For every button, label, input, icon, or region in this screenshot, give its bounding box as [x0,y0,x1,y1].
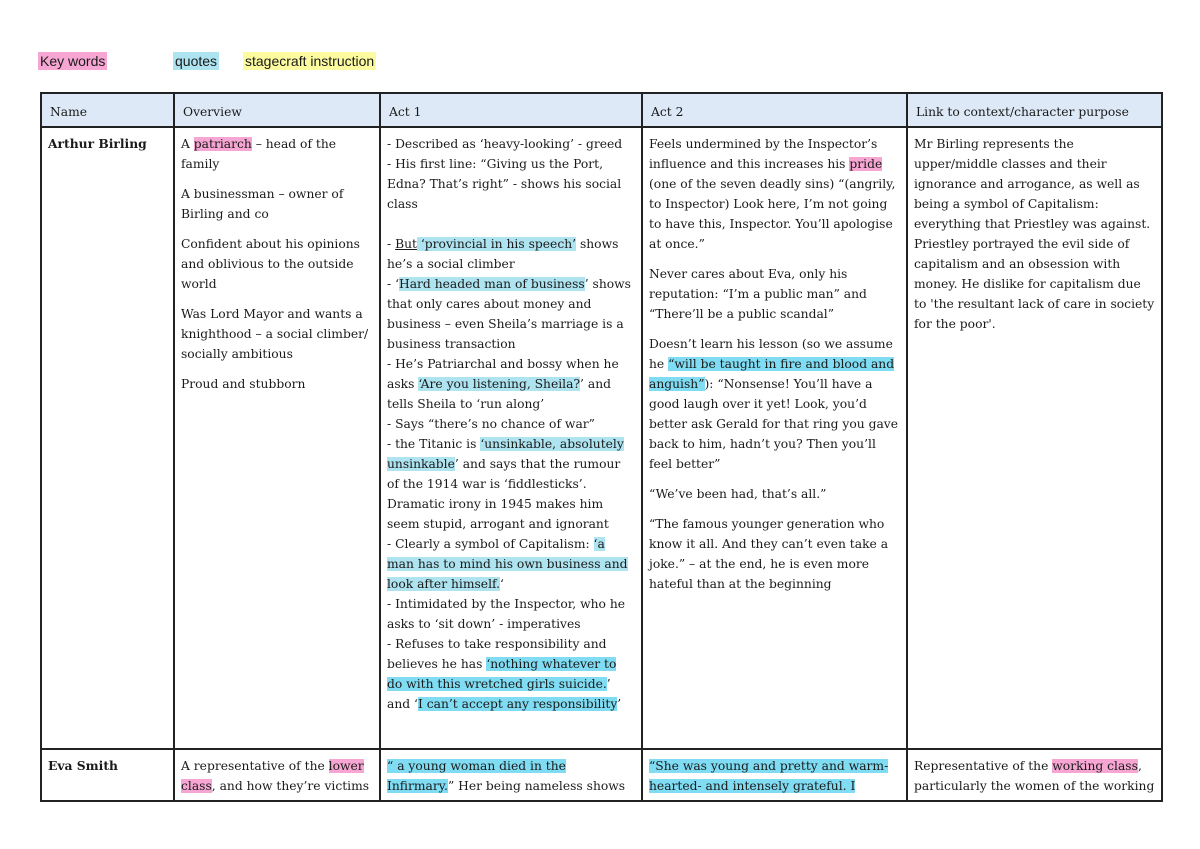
legend-quotes: quotes [175,53,218,69]
legend-key-words: Key words [40,53,106,69]
context-cell: Representative of the working class, particularly the women of the working [907,749,1162,801]
header-act1: Act 1 [380,93,642,127]
header-row [41,93,1162,127]
character-name: Arthur Birling [41,127,174,749]
quote-highlight: “She was young and pretty and warm-hearted- and intensely grateful. I [649,759,889,793]
header-act2: Act 2 [642,93,907,127]
legend-stagecraft: stagecraft instruction [245,53,375,69]
header-context: Link to context/character purpose [907,93,1162,127]
keyword-highlight: patriarch [193,137,252,151]
context-cell: Mr Birling represents the upper/middle classes and their ignorance and arrogance, as well as being a symbol of Capitalism: everything that Priestley was against. Priestley portrayed the evil side of capitalism and an obsession with money. He dislike for capitalism due to 'the resultant lack of care in society for the poor'. [907,127,1162,749]
quote-highlight: ‘Are you listening, Sheila? [418,377,581,391]
table-row [41,749,1162,801]
quote-highlight: ‘nothing whatever to do with this wretched girls suicide. [387,657,617,691]
act1-cell: - Described as ‘heavy-looking’ - greed - His first line: “Giving us the Port, Edna? That’s right” - shows his social class - But ‘provincial in his speech’ shows he’s a social climber - ‘Hard headed man of business’ shows that only cares about money and business – even Sheila’s marriage is a business transaction - He’s Patriarchal and bossy when he asks ‘Are you listening, Sheila?’ and tells Sheila to ‘run along’ - Says “there’s no chance of war” - the Titanic is ‘unsinkable, absolutely unsinkable’ and says that the rumour of the 1914 war is ‘fiddlesticks’. Dramatic irony in 1945 makes him seem stupid, arrogant and ignorant - Clearly a symbol of Capitalism: ‘a man has to mind his own business and look after himself.‘ - Intimidated by the Inspector, who he asks to ‘sit down’ - imperatives - Refuses to take responsibility and believes he has ‘nothing whatever to do with this wretched girls suicide.’ and ‘I can’t accept any responsibility’ [380,127,642,749]
keyword-highlight: working class [1052,759,1138,773]
act2-cell [642,749,907,801]
header-overview: Overview [174,93,380,127]
overview-cell: A representative of the lower class, and how they’re victims [174,749,380,801]
quote-highlight: ‘unsinkable, absolutely unsinkable [387,437,624,471]
quote-highlight: ‘provincial in his speech’ [416,237,577,251]
act1-cell: “ a young woman died in the Infirmary.” Her being nameless shows [380,749,642,801]
header-name: Name [41,93,174,127]
quote-highlight: ‘a man has to mind his own business and look after himself. [387,537,628,591]
character-table [40,92,1163,802]
quote-highlight: “will be taught in fire and blood and anguish” [649,357,895,391]
quote-highlight: I can’t accept any responsibility [417,697,618,711]
quote-highlight: Hard headed man of business [398,277,585,291]
overview-cell: A patriarch – head of the family A businessman – owner of Birling and co Confident about his opinions and oblivious to the outside world Was Lord Mayor and wants a knighthood – a social climber/ socially ambitious Proud and stubborn [174,127,380,749]
keyword-highlight: pride [849,157,883,171]
character-name: Eva Smith [41,749,174,801]
table-row [41,127,1162,749]
quote-highlight: “ a young woman died in the Infirmary. [387,759,566,793]
act2-cell: Feels undermined by the Inspector’s influence and this increases his pride (one of the seven deadly sins) “(angrily, to Inspector) Look here, I’m not going to have this, Inspector. You’ll apologise at once.” Never cares about Eva, only his reputation: “I’m a public man” and “There’ll be a public scandal” Doesn’t learn his lesson (so we assume he “will be taught in fire and blood and anguish”): “Nonsense! You’ll have a good laugh over it yet! Look, you’d better ask Gerald for that ring you gave back to him, hadn’t you? Then you’ll feel better” “We’ve been had, that’s all.” “The famous younger generation who know it all. And they can’t even take a joke.” – at the end, he is even more hateful than at the beginning [642,127,907,749]
keyword-highlight: lower class [181,759,364,793]
